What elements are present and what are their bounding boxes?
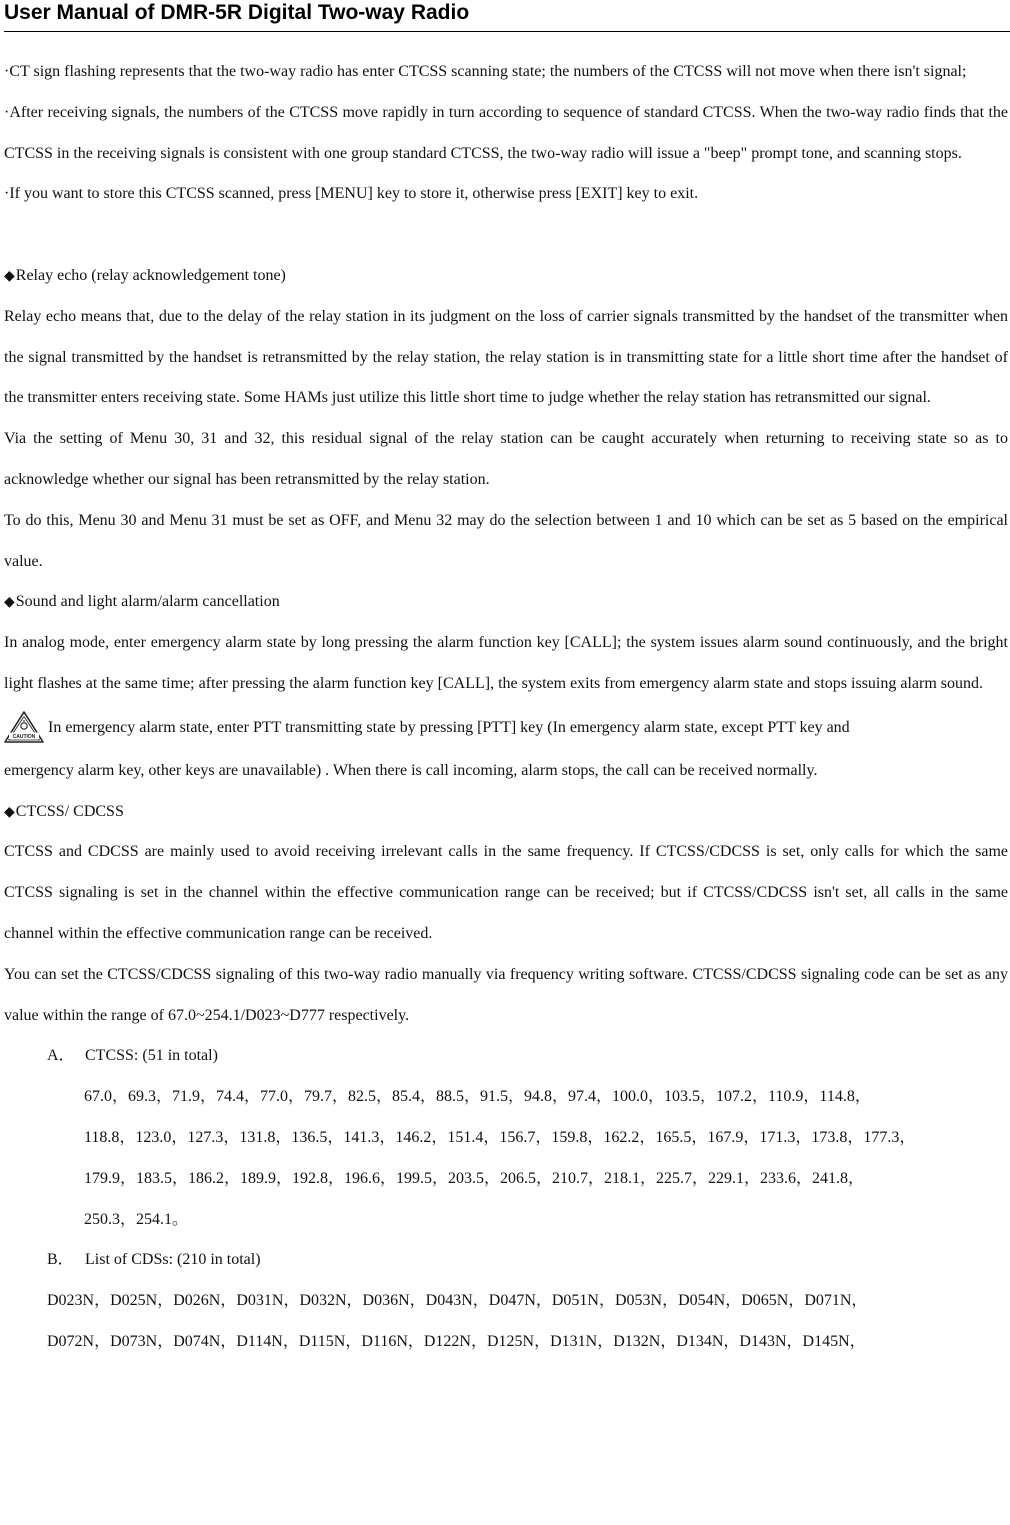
- paragraph-relay-1: Relay echo means that, due to the delay of the relay station in its judgment on the loss of carrier signals transmitted by the handset of the transmitter when the signal transmitted by the handset is retransmitted by the relay station, the relay station is in transmitting state for a little short time after the handset of the transmitter enters receiving state. Some HAMs just utilize this little short time to judge whether the relay station has retransmitted our signal.: [4, 307, 1008, 407]
- heading-text: Relay echo (relay acknowledgement tone): [15, 266, 286, 284]
- list-item-b: [4, 1240, 1008, 1281]
- paragraph-relay-2: Via the setting of Menu 30, 31 and 32, this residual signal of the relay station can be caught accurately when returning to receiving state so as to acknowledge whether our signal has been retransmitted by the relay station.: [4, 430, 1008, 488]
- document-title: User Manual of DMR-5R Digital Two-way Radio: [4, 1, 470, 24]
- paragraph-after-receiving: ·After receiving signals, the numbers of the CTCSS move rapidly in turn according to sequence of standard CTCSS. When the two-way radio finds that the CTCSS in the receiving signals is consistent with one group standard CTCSS, the two-way radio will issue a "beep" prompt tone, and scanning stops.: [4, 103, 1008, 162]
- paragraph-store: ·If you want to store this CTCSS scanned, press [MENU] key to store it, otherwise press [EXIT] key to exit.: [4, 185, 699, 203]
- list-letter-b: B．: [47, 1251, 74, 1269]
- list-label-a: CTCSS: (51 in total): [85, 1047, 218, 1065]
- heading-text: Sound and light alarm/alarm cancellation: [15, 593, 280, 611]
- paragraph-relay-3: To do this, Menu 30 and Menu 31 must be set as OFF, and Menu 32 may do the selection between 1 and 10 which can be set as 5 based on the empirical value.: [4, 511, 1008, 570]
- tone-line: 179.9，183.5，186.2，189.9，192.8，196.6，199.5，203.5，206.5，210.7，218.1，225.7，229.1，233.6，241.8，: [84, 1169, 864, 1187]
- diamond-bullet-icon: ◆: [4, 594, 15, 611]
- list-letter-a: A．: [47, 1047, 75, 1065]
- caution-icon: [4, 711, 44, 743]
- svg-text:CAUTION: CAUTION: [12, 733, 36, 740]
- list-item-a: [4, 1036, 1008, 1077]
- caution-text-line-1: In emergency alarm state, enter PTT transmitting state by pressing [PTT] key (In emergency alarm state, except PTT key and: [48, 718, 850, 736]
- paragraph-ctcss-2: You can set the CTCSS/CDCSS signaling of this two-way radio manually via frequency writing software. CTCSS/CDCSS signaling code can be set as any value within the range of 67.0~254.1/D023~D777 respectively.: [4, 965, 1008, 1024]
- section-heading-ctcss: [4, 792, 1008, 833]
- paragraph-alarm-1: In analog mode, enter emergency alarm state by long pressing the alarm function key [CALL]; the system issues alarm sound continuously, and the bright light flashes at the same time; after pressing the alarm function key [CALL], the system exits from emergency alarm state and stops issuing alarm sound.: [4, 634, 1008, 692]
- tone-line: 118.8，123.0，127.3，131.8，136.5，141.3，146.2，151.4，156.7，159.8，162.2，165.5，167.9，171.3，173.8，177.3，: [84, 1128, 916, 1146]
- code-line: D072N，D073N，D074N，D114N，D115N，D116N，D122N，D125N，D131N，D132N，D134N，D143N，D145N，: [47, 1332, 866, 1350]
- section-heading-relay-echo: [4, 256, 1008, 297]
- tone-line: 67.0，69.3，71.9，74.4，77.0，79.7，82.5，85.4，88.5，91.5，94.8，97.4，100.0，103.5，107.2，110.9，114.8，: [84, 1088, 871, 1106]
- caution-text-line-2: emergency alarm key, other keys are unavailable) . When there is call incoming, alarm stops, the call can be received normally.: [4, 761, 818, 779]
- document-body: [4, 52, 1008, 1363]
- code-line: D023N，D025N，D026N，D031N，D032N，D036N，D043N，D047N，D051N，D053N，D054N，D065N，D071N，: [47, 1292, 868, 1310]
- diamond-bullet-icon: ◆: [4, 267, 15, 284]
- section-heading-alarm: [4, 582, 1008, 623]
- page-header: [4, 0, 1010, 32]
- paragraph-ctcss-1: CTCSS and CDCSS are mainly used to avoid receiving irrelevant calls in the same frequency. If CTCSS/CDCSS is set, only calls for which the same CTCSS signaling is set in the channel within the effective communication range can be received; but if CTCSS/CDCSS isn't set, all calls in the same channel within the effective communication range can be received.: [4, 843, 1008, 942]
- list-label-b: List of CDSs: (210 in total): [85, 1251, 261, 1269]
- ctcss-tone-list: [4, 1077, 1008, 1240]
- tone-line: 250.3，254.1。: [84, 1210, 189, 1228]
- caution-note: [4, 705, 1008, 751]
- spacer: [4, 215, 1008, 256]
- diamond-bullet-icon: ◆: [4, 803, 15, 820]
- cdcss-code-list: [4, 1281, 1008, 1363]
- paragraph-ct-flash: ·CT sign flashing represents that the two-way radio has enter CTCSS scanning state; the numbers of the CTCSS will not move when there isn't signal;: [4, 63, 967, 80]
- heading-text: CTCSS/ CDCSS: [15, 802, 124, 820]
